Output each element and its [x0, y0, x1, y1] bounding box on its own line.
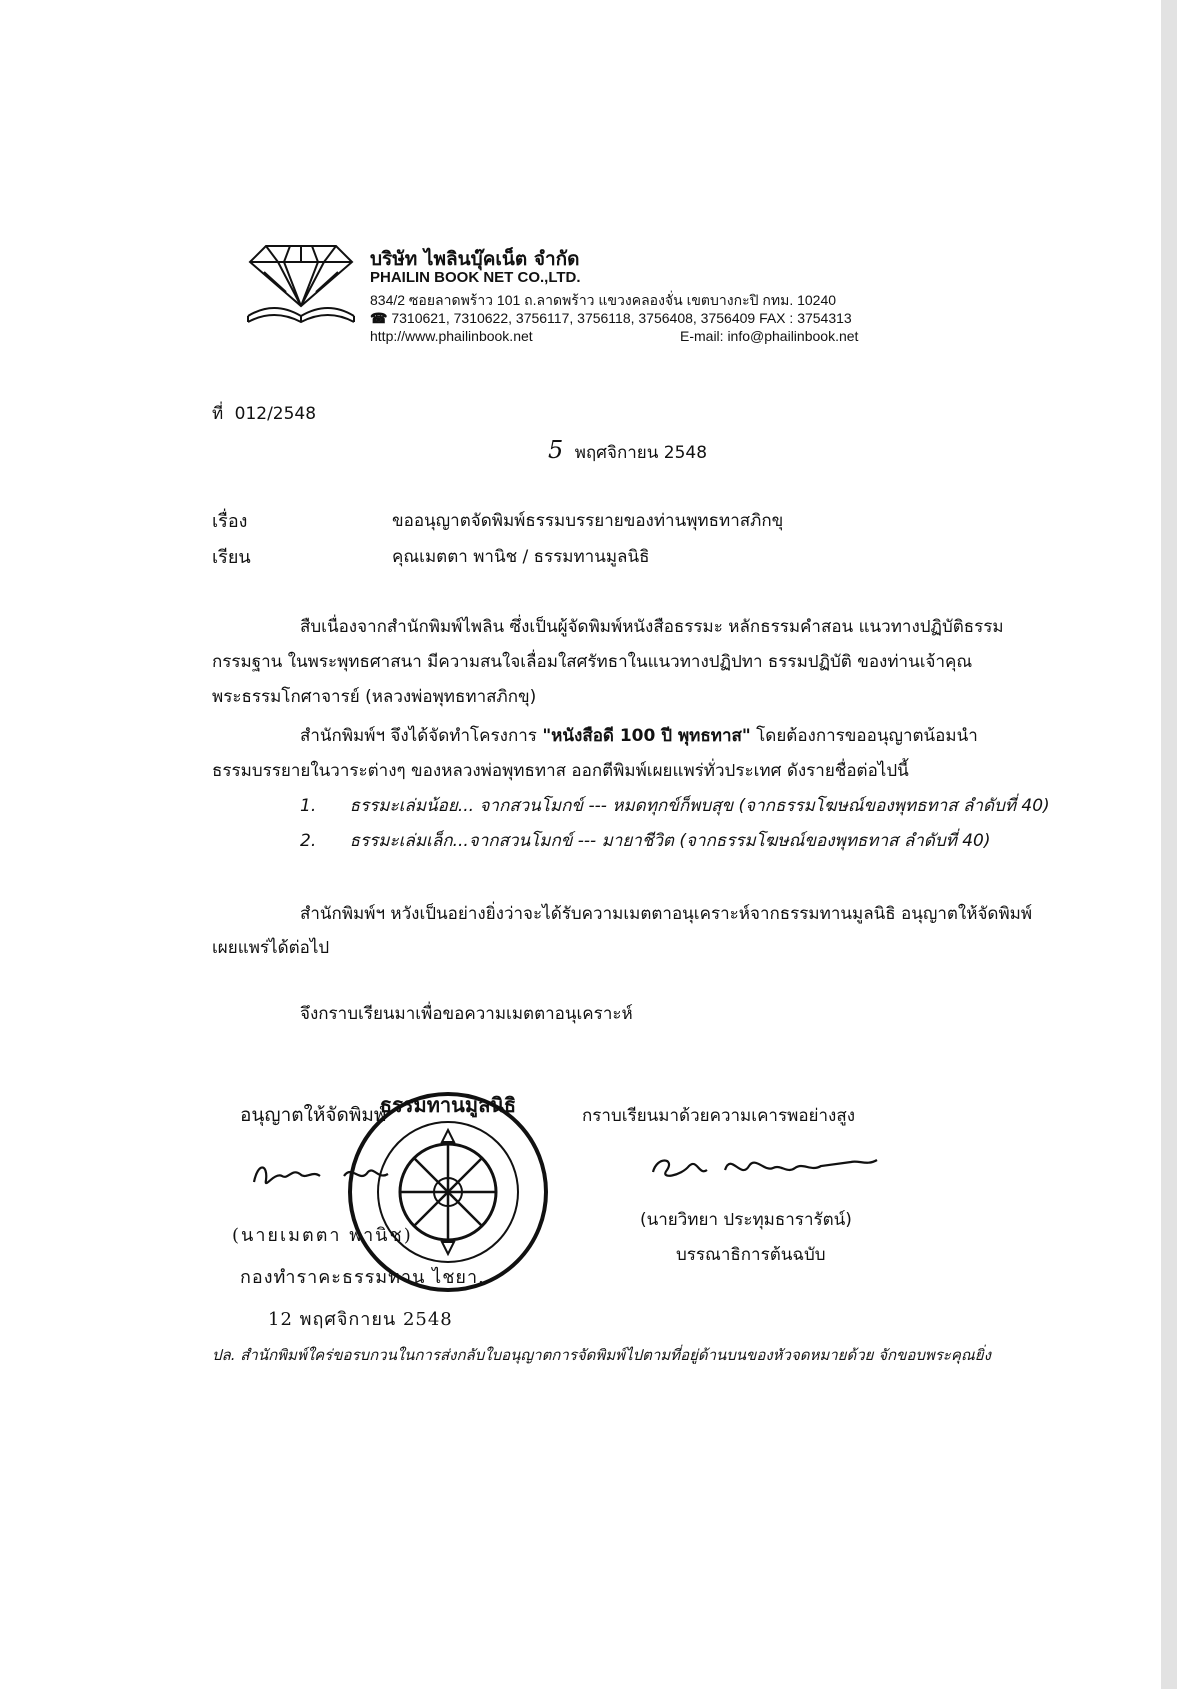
company-email: E-mail: info@phailinbook.net [680, 328, 859, 344]
sender-name: (นายวิทยา ประทุมธารารัตน์) [640, 1210, 852, 1230]
body-para1-line1: สืบเนื่องจากสำนักพิมพ์ไพลิน ซึ่งเป็นผู้จัดพิมพ์หนังสือธรรมะ หลักธรรมคำสอน แนวทางปฏิบัติธรรม [300, 617, 1004, 637]
body-para3-line2: เผยแพร่ได้ต่อไป [212, 938, 330, 958]
body-para1-line3: พระธรรมโกศาจารย์ (หลวงพ่อพุทธทาสภิกขุ) [212, 687, 537, 707]
salutation-label: เรียน [212, 547, 251, 568]
company-address: 834/2 ซอยลาดพร้าว 101 ถ.ลาดพร้าว แขวงคลองจั่น เขตบางกะปิ กทม. 10240 [370, 292, 837, 308]
subject-label: เรื่อง [212, 511, 248, 532]
company-name-english: PHAILIN BOOK NET CO.,LTD. [370, 269, 581, 286]
postscript: ปล. สำนักพิมพ์ใคร่ขอรบกวนในการส่งกลับใบอนุญาตการจัดพิมพ์ไปตามที่อยู่ด้านบนของหัวจดหมายด้วย จักขอบพระคุณยิ่ง [212, 1346, 991, 1364]
foundation-seal-icon [338, 1090, 558, 1295]
para2-text-b: โดยต้องการขออนุญาตน้อมนำ [750, 726, 978, 746]
body-para2-line2: ธรรมบรรยายในวาระต่างๆ ของหลวงพ่อพุทธทาส ออกตีพิมพ์เผยแพร่ทั่วประเทศ ดังรายชื่อต่อไปนี้ [212, 761, 909, 781]
list-item-text: ธรรมะเล่มเล็ก...จากสวนโมกข์ --- มายาชีวิต (จากธรรมโฆษณ์ของพุทธทาส ลำดับที่ 40) [349, 831, 991, 851]
reference-number: 012/2548 [234, 404, 317, 424]
date-day-handwritten: 5 [548, 436, 564, 464]
telephone-icon: ☎ [370, 310, 388, 326]
page-edge [1161, 0, 1177, 1689]
seal-text: ธรรมทานมูลนิธิ [379, 1093, 517, 1117]
letter-date [548, 436, 707, 466]
addressee-text: คุณเมตตา พานิช / ธรรมทานมูลนิธิ [392, 547, 650, 567]
list-item [300, 792, 1050, 819]
diamond-book-logo [246, 236, 356, 326]
subject-text: ขออนุญาตจัดพิมพ์ธรรมบรรยายของท่านพุทธทาสภิกขุ [392, 511, 784, 531]
reference-label: ที่ [212, 404, 224, 424]
sender-signature-icon [645, 1142, 925, 1192]
body-para1-line2: กรรมฐาน ในพระพุทธศาสนา มีความสนใจเลื่อมใสศรัทธาในแนวทางปฏิปทา ธรรมปฏิบัติ ของท่านเจ้าคุณ [212, 652, 973, 672]
body-para3-line1: สำนักพิมพ์ฯ หวังเป็นอย่างยิ่งว่าจะได้รับความเมตตาอนุเคราะห์จากธรรมทานมูลนิธิ อนุญาตให้จัดพิมพ์ [300, 904, 1033, 924]
list-item-text: ธรรมะเล่มน้อย... จากสวนโมกข์ --- หมดทุกข์ก็พบสุข (จากธรรมโฆษณ์ของพุทธทาส ลำดับที่ 40) [349, 796, 1050, 816]
sender-title: บรรณาธิการต้นฉบับ [676, 1245, 826, 1265]
company-name-thai: บริษัท ไพลินบุ๊คเน็ต จำกัด [370, 248, 580, 270]
reference-line [212, 400, 316, 427]
company-phones [370, 310, 852, 327]
body-para2-line1 [300, 722, 978, 749]
closing-respect: กราบเรียนมาด้วยความเคารพอย่างสูง [582, 1106, 856, 1126]
approval-date: 12 พฤศจิกายน 2548 [268, 1309, 453, 1330]
closing-request: จึงกราบเรียนมาเพื่อขอความเมตตาอนุเคราะห์ [300, 1004, 633, 1024]
list-item-number: 1. [300, 796, 317, 816]
company-website: http://www.phailinbook.net [370, 328, 533, 344]
date-month-year: พฤศจิกายน 2548 [574, 443, 708, 463]
approver-position: กองทำราคะธรรมทาน ไชยา. [240, 1267, 485, 1288]
list-item [300, 827, 991, 854]
approver-name: (นายเมตตา พานิช) [232, 1225, 413, 1246]
phone-numbers: 7310621, 7310622, 3756117, 3756118, 3756408, 3756409 FAX : 3754313 [391, 310, 852, 326]
para2-text-a: สำนักพิมพ์ฯ จึงได้จัดทำโครงการ [300, 726, 543, 746]
project-name: "หนังสือดี 100 ปี พุทธทาส" [542, 726, 751, 746]
list-item-number: 2. [300, 831, 317, 851]
approval-permission-handwritten: อนุญาตให้จัดพิมพ์ [240, 1104, 387, 1126]
